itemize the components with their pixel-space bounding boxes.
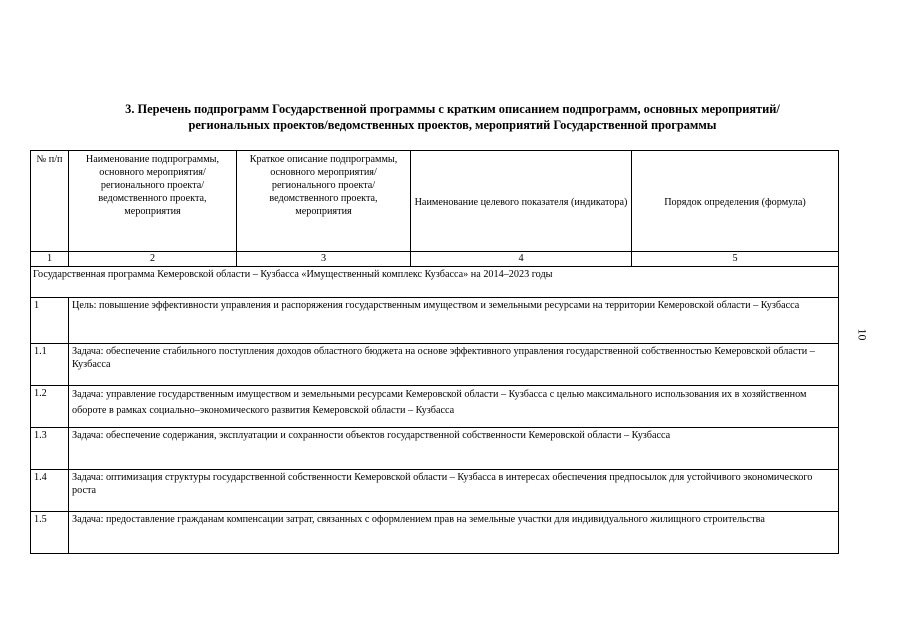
- document-heading: [30, 101, 875, 133]
- header-formula: Порядок определения (формула): [632, 151, 839, 252]
- table-row: [31, 428, 839, 470]
- header-number: № п/п: [31, 151, 69, 252]
- row-number: 1.4: [31, 470, 69, 512]
- row-number: 1.1: [31, 344, 69, 386]
- program-title-row: [31, 267, 839, 298]
- page-number: 10: [855, 328, 870, 341]
- column-number: 5: [632, 252, 839, 267]
- row-text: Задача: предоставление гражданам компенсации затрат, связанных с оформлением прав на земельные участки для индивидуального жилищного строительства: [69, 512, 839, 554]
- subprograms-table: [30, 150, 839, 554]
- table-row: [31, 512, 839, 554]
- table-row: [31, 344, 839, 386]
- heading-line-1: 3. Перечень подпрограмм Государственной программы с кратким описанием подпрограмм, основных мероприятий/: [125, 102, 780, 116]
- row-number: 1.5: [31, 512, 69, 554]
- row-number: 1.2: [31, 386, 69, 428]
- column-number: 1: [31, 252, 69, 267]
- row-text: Задача: оптимизация структуры государственной собственности Кемеровской области – Кузбасса в интересах обеспечения предпосылок для устойчивого экономического роста: [69, 470, 839, 512]
- header-description: Краткое описание подпрограммы, основного мероприятия/регионального проекта/ведомственного проекта, мероприятия: [237, 151, 411, 252]
- row-text: Задача: управление государственным имуществом и земельными ресурсами Кемеровской области – Кузбасса с целью максимального использования их в хозяйственном обороте в рамках социально–экономического развития Кемеровской области – Кузбасса: [69, 386, 839, 428]
- header-indicator: Наименование целевого показателя (индикатора): [411, 151, 632, 252]
- row-number: 1.3: [31, 428, 69, 470]
- header-name: Наименование подпрограммы, основного мероприятия/регионального проекта/ведомственного проекта, мероприятия: [69, 151, 237, 252]
- row-number: 1: [31, 298, 69, 344]
- column-numbers-row: [31, 252, 839, 267]
- row-text: Задача: обеспечение стабильного поступления доходов областного бюджета на основе эффективного управления государственной собственностью Кемеровской области – Кузбасса: [69, 344, 839, 386]
- column-number: 3: [237, 252, 411, 267]
- column-number: 4: [411, 252, 632, 267]
- heading-line-2: региональных проектов/ведомственных проектов, мероприятий Государственной программы: [188, 118, 717, 132]
- table-row: [31, 386, 839, 428]
- row-text: Задача: обеспечение содержания, эксплуатации и сохранности объектов государственной собственности Кемеровской области – Кузбасса: [69, 428, 839, 470]
- table-row: [31, 470, 839, 512]
- row-text: Цель: повышение эффективности управления и распоряжения государственным имуществом и земельными ресурсами на территории Кемеровской области – Кузбасса: [69, 298, 839, 344]
- column-number: 2: [69, 252, 237, 267]
- table-row: [31, 298, 839, 344]
- table-header-row: [31, 151, 839, 252]
- program-title: Государственная программа Кемеровской области – Кузбасса «Имущественный комплекс Кузбасса» на 2014–2023 годы: [31, 267, 839, 298]
